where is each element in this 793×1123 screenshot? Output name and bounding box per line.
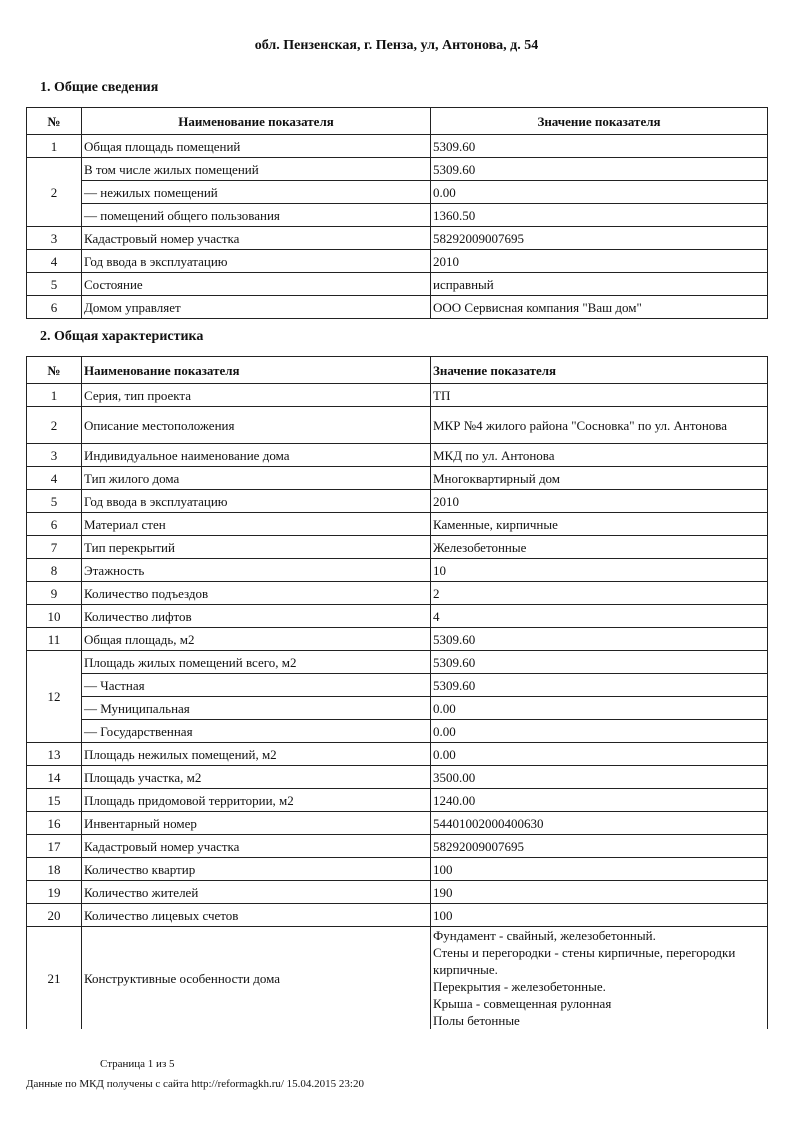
header-value: Значение показателя	[431, 357, 768, 384]
row-number: 7	[27, 536, 82, 559]
row-number: 6	[27, 296, 82, 319]
row-number: 9	[27, 582, 82, 605]
row-number: 21	[27, 927, 82, 1030]
table-row	[27, 789, 768, 812]
indicator-value: Железобетонные	[431, 536, 768, 559]
indicator-value: 0.00	[431, 181, 768, 204]
table-row	[27, 858, 768, 881]
indicator-value: 54401002000400630	[431, 812, 768, 835]
table-row	[27, 513, 768, 536]
data-source-note: Данные по МКД получены с сайта http://reformagkh.ru/ 15.04.2015 23:20	[26, 1078, 364, 1090]
indicator-value: 190	[431, 881, 768, 904]
row-number: 1	[27, 135, 82, 158]
header-name: Наименование показателя	[82, 108, 431, 135]
indicator-value: 5309.60	[431, 628, 768, 651]
indicator-value: 0.00	[431, 720, 768, 743]
indicator-name: Количество квартир	[82, 858, 431, 881]
indicator-name: Год ввода в эксплуатацию	[82, 490, 431, 513]
row-number: 10	[27, 605, 82, 628]
indicator-name: — помещений общего пользования	[82, 204, 431, 227]
table-row	[27, 407, 768, 444]
header-number: №	[27, 108, 82, 135]
row-number: 2	[27, 407, 82, 444]
section-2-heading: 2. Общая характеристика	[40, 329, 204, 344]
table-row	[27, 467, 768, 490]
indicator-name: Кадастровый номер участка	[82, 835, 431, 858]
row-number: 17	[27, 835, 82, 858]
indicator-value: 10	[431, 559, 768, 582]
table-row	[27, 444, 768, 467]
indicator-name: В том числе жилых помещений	[82, 158, 431, 181]
row-number: 15	[27, 789, 82, 812]
table-row	[27, 927, 768, 1030]
row-number: 13	[27, 743, 82, 766]
indicator-name: Серия, тип проекта	[82, 384, 431, 407]
table-row	[27, 835, 768, 858]
row-number: 20	[27, 904, 82, 927]
indicator-value: исправный	[431, 273, 768, 296]
indicator-value: 100	[431, 904, 768, 927]
row-number: 5	[27, 273, 82, 296]
table-row	[27, 490, 768, 513]
table-row	[27, 720, 768, 743]
indicator-name: Площадь жилых помещений всего, м2	[82, 651, 431, 674]
indicator-value: 5309.60	[431, 651, 768, 674]
table-row	[27, 296, 768, 319]
indicator-name: — нежилых помещений	[82, 181, 431, 204]
header-value: Значение показателя	[431, 108, 768, 135]
header-name: Наименование показателя	[82, 357, 431, 384]
row-number: 2	[27, 158, 82, 227]
indicator-value: МКР №4 жилого района "Сосновка" по ул. Антонова	[431, 407, 768, 444]
row-number: 18	[27, 858, 82, 881]
row-number: 5	[27, 490, 82, 513]
indicator-name: Год ввода в эксплуатацию	[82, 250, 431, 273]
table-header-row	[27, 357, 768, 384]
indicator-value: 58292009007695	[431, 227, 768, 250]
table-row	[27, 204, 768, 227]
indicator-value: 4	[431, 605, 768, 628]
row-number: 4	[27, 250, 82, 273]
table-row	[27, 135, 768, 158]
indicator-value: 5309.60	[431, 158, 768, 181]
indicator-name: Общая площадь, м2	[82, 628, 431, 651]
page-number: Страница 1 из 5	[100, 1058, 175, 1070]
indicator-name: Общая площадь помещений	[82, 135, 431, 158]
row-number: 1	[27, 384, 82, 407]
indicator-name: Площадь нежилых помещений, м2	[82, 743, 431, 766]
row-number: 11	[27, 628, 82, 651]
indicator-name: — Частная	[82, 674, 431, 697]
header-number: №	[27, 357, 82, 384]
row-number: 14	[27, 766, 82, 789]
indicator-name: — Муниципальная	[82, 697, 431, 720]
table-row	[27, 250, 768, 273]
indicator-name: Инвентарный номер	[82, 812, 431, 835]
indicator-name: Домом управляет	[82, 296, 431, 319]
indicator-name: Конструктивные особенности дома	[82, 927, 431, 1030]
indicator-value: 0.00	[431, 697, 768, 720]
indicator-name: Индивидуальное наименование дома	[82, 444, 431, 467]
table-row	[27, 743, 768, 766]
characteristics-table	[26, 356, 768, 1029]
general-info-table	[26, 107, 768, 319]
indicator-value: Многоквартирный дом	[431, 467, 768, 490]
indicator-value: 58292009007695	[431, 835, 768, 858]
indicator-value: МКД по ул. Антонова	[431, 444, 768, 467]
indicator-name: Количество жителей	[82, 881, 431, 904]
row-number: 19	[27, 881, 82, 904]
indicator-value: 2010	[431, 250, 768, 273]
row-number: 3	[27, 444, 82, 467]
indicator-value: 2	[431, 582, 768, 605]
indicator-value: 100	[431, 858, 768, 881]
row-number: 8	[27, 559, 82, 582]
table-row	[27, 674, 768, 697]
table-row	[27, 559, 768, 582]
row-number: 4	[27, 467, 82, 490]
indicator-name: Материал стен	[82, 513, 431, 536]
table-row	[27, 227, 768, 250]
table-header-row	[27, 108, 768, 135]
table-row	[27, 181, 768, 204]
indicator-value: 1240.00	[431, 789, 768, 812]
indicator-name: Количество подъездов	[82, 582, 431, 605]
indicator-name: Состояние	[82, 273, 431, 296]
row-number: 3	[27, 227, 82, 250]
table-row	[27, 536, 768, 559]
indicator-value: 3500.00	[431, 766, 768, 789]
indicator-name: Количество лифтов	[82, 605, 431, 628]
table-row	[27, 651, 768, 674]
section-1-heading: 1. Общие сведения	[40, 80, 159, 95]
indicator-value: Фундамент - свайный, железобетонный. Стены и перегородки - стены кирпичные, перегородки кирпичные. Перекрытия - железобетонные. Крыша - совмещенная рулонная Полы бетонные	[431, 927, 768, 1030]
indicator-name: Тип жилого дома	[82, 467, 431, 490]
indicator-name: Площадь придомовой территории, м2	[82, 789, 431, 812]
indicator-name: Этажность	[82, 559, 431, 582]
indicator-name: Описание местоположения	[82, 407, 431, 444]
indicator-name: Тип перекрытий	[82, 536, 431, 559]
indicator-value: ООО Сервисная компания "Ваш дом"	[431, 296, 768, 319]
indicator-value: 5309.60	[431, 674, 768, 697]
table-row	[27, 605, 768, 628]
table-row	[27, 582, 768, 605]
table-row	[27, 881, 768, 904]
indicator-name: — Государственная	[82, 720, 431, 743]
indicator-value: 1360.50	[431, 204, 768, 227]
table-row	[27, 904, 768, 927]
row-number: 16	[27, 812, 82, 835]
indicator-name: Количество лицевых счетов	[82, 904, 431, 927]
table-row	[27, 384, 768, 407]
page-title: обл. Пензенская, г. Пенза, ул, Антонова, д. 54	[254, 38, 539, 53]
table-row	[27, 628, 768, 651]
table-row	[27, 766, 768, 789]
indicator-value: 0.00	[431, 743, 768, 766]
indicator-name: Кадастровый номер участка	[82, 227, 431, 250]
indicator-name: Площадь участка, м2	[82, 766, 431, 789]
table-row	[27, 158, 768, 181]
table-row	[27, 697, 768, 720]
table-row	[27, 812, 768, 835]
indicator-value: ТП	[431, 384, 768, 407]
indicator-value: Каменные, кирпичные	[431, 513, 768, 536]
indicator-value: 2010	[431, 490, 768, 513]
indicator-value: 5309.60	[431, 135, 768, 158]
table-row	[27, 273, 768, 296]
row-number: 6	[27, 513, 82, 536]
row-number: 12	[27, 651, 82, 743]
